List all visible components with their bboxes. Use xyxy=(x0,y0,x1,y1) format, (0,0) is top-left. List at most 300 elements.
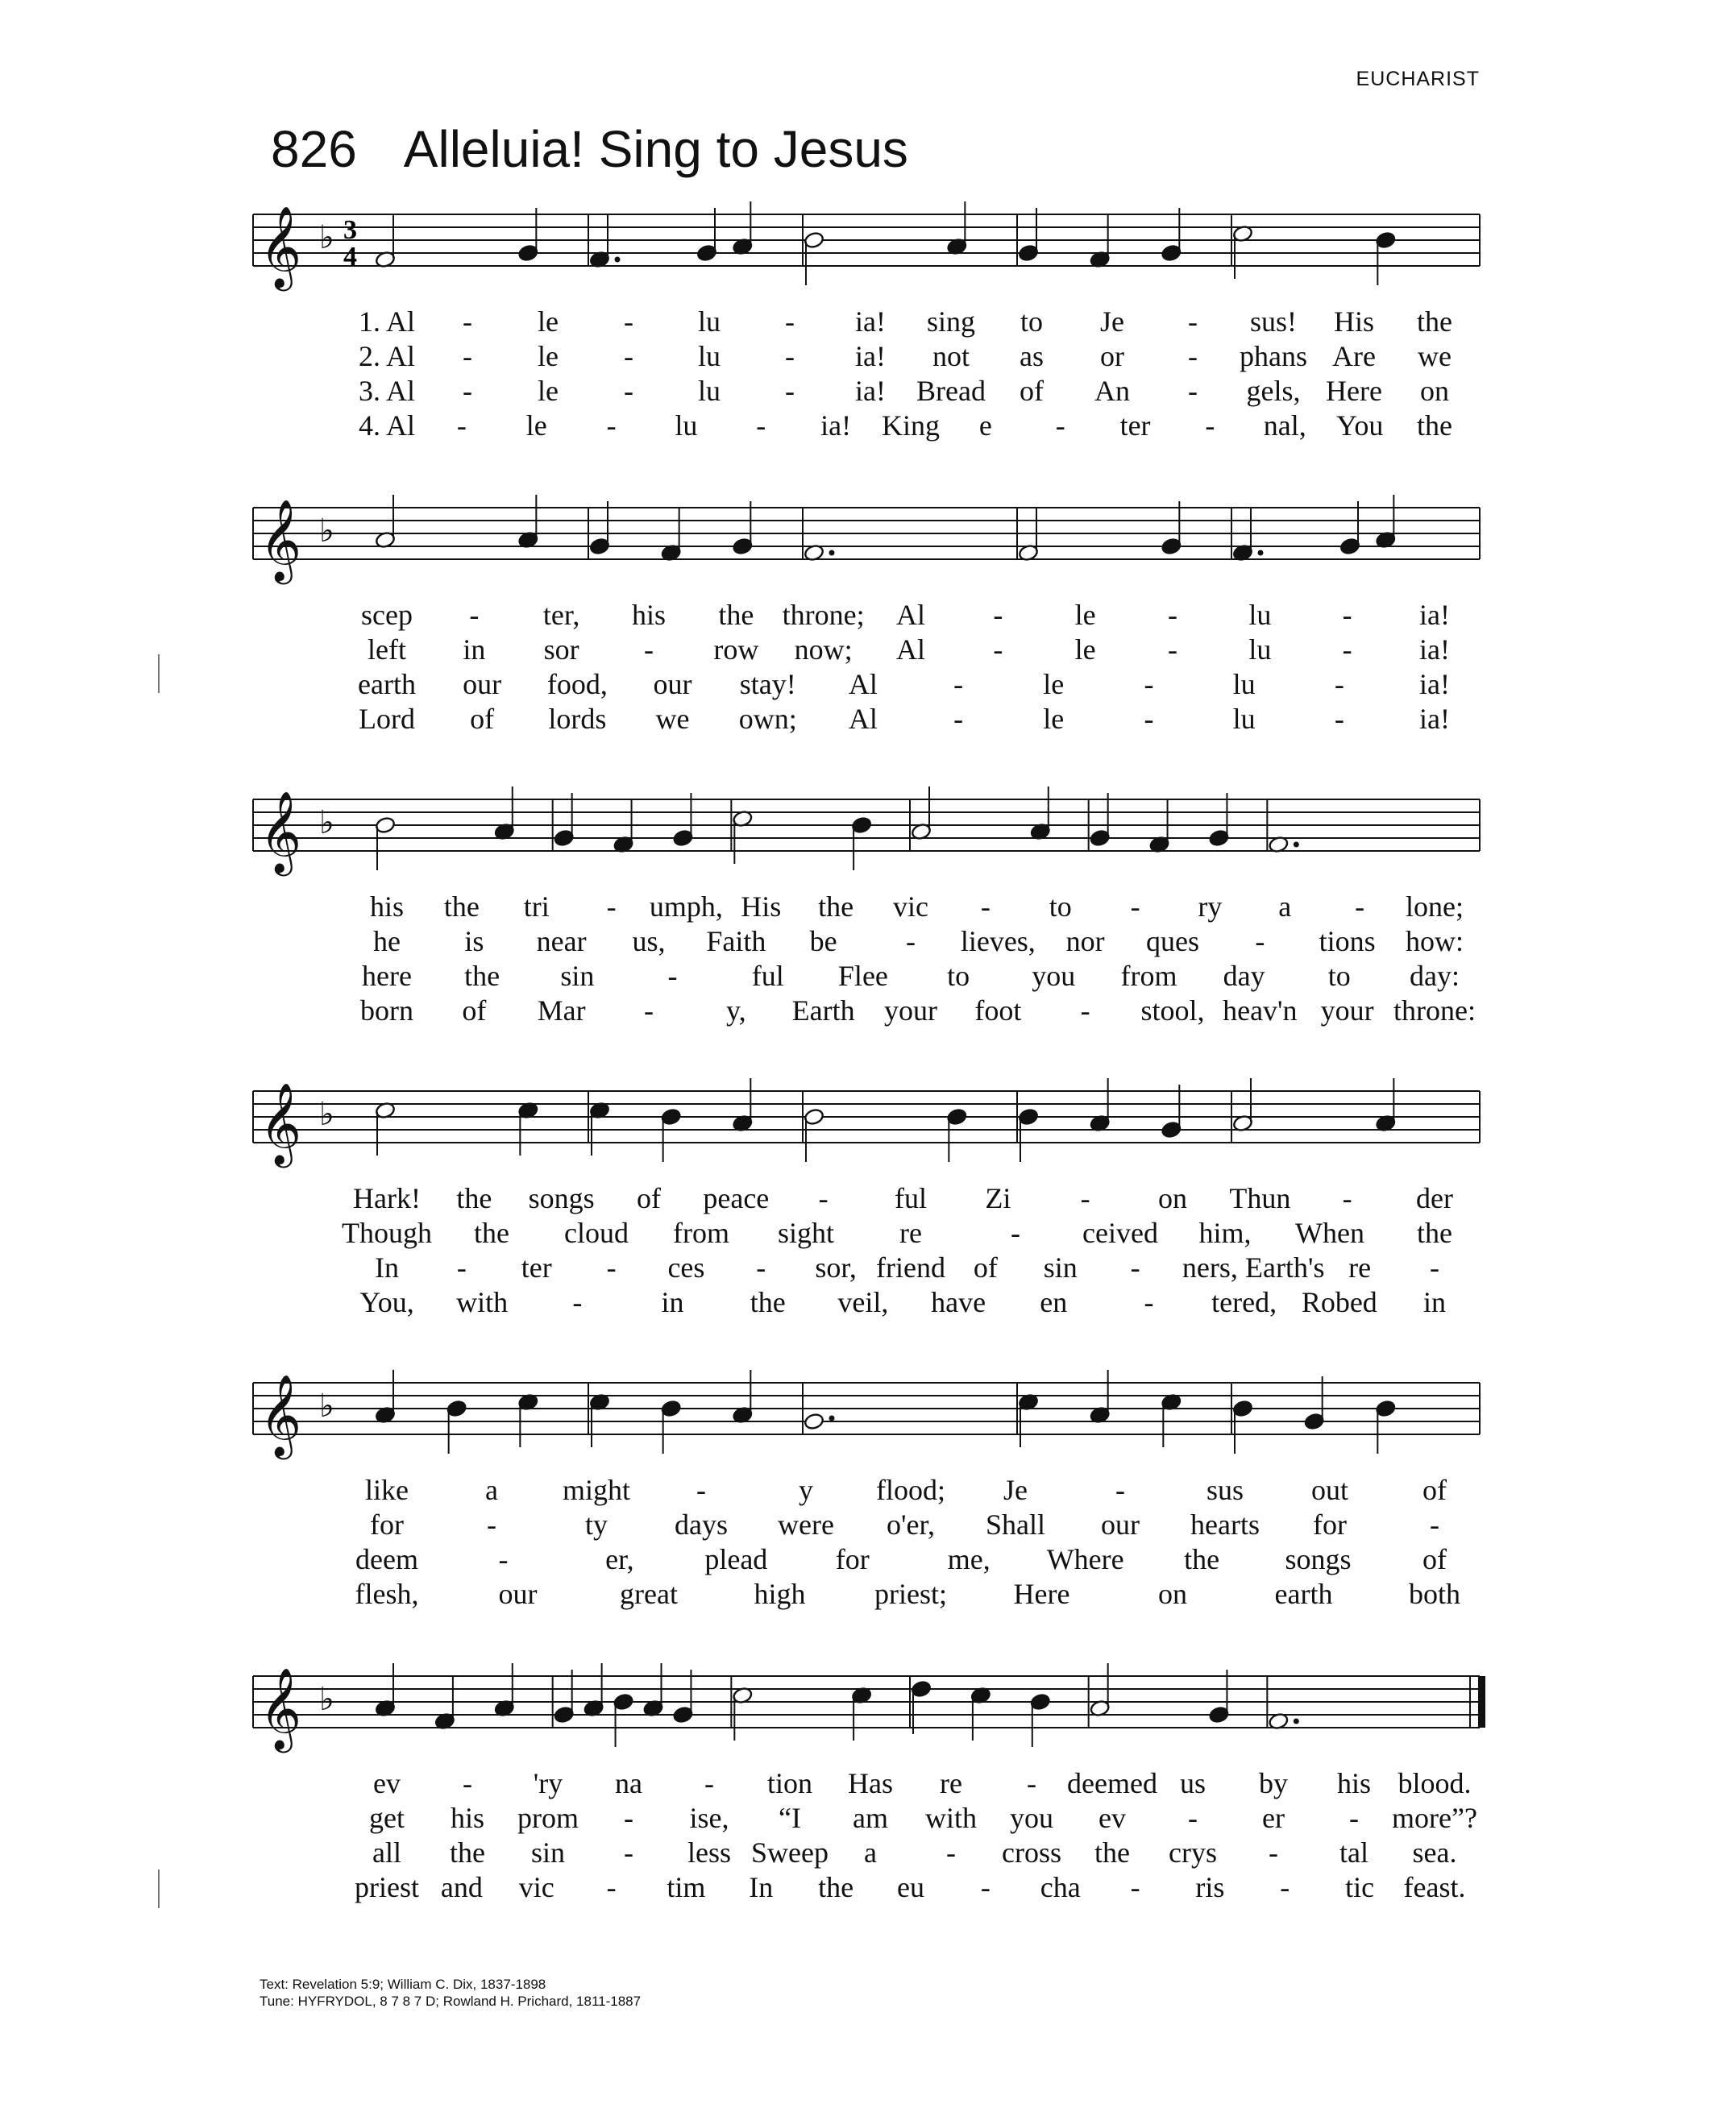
lyric-hyphen: - xyxy=(1334,703,1344,735)
lyric-syllable: us, xyxy=(632,925,666,957)
lyric-syllable: Hark! xyxy=(353,1182,421,1214)
lyric-hyphen: - xyxy=(624,1802,633,1834)
lyric-syllable: Al xyxy=(848,703,878,735)
lyric-syllable: Je xyxy=(1100,305,1124,338)
lyric-syllable: on xyxy=(1158,1578,1187,1610)
lyric-syllable: ev xyxy=(373,1767,401,1799)
lyric-syllable: sor, xyxy=(815,1251,857,1284)
lyric-syllable: le xyxy=(1074,599,1096,631)
treble-clef-icon: 𝄞 xyxy=(260,790,302,873)
lyric-syllable: le xyxy=(1043,668,1065,700)
lyric-syllable: me, xyxy=(947,1543,991,1575)
lyric-hyphen: - xyxy=(463,340,472,372)
lyric-hyphen: - xyxy=(704,1767,714,1799)
lyric-syllable: Sweep xyxy=(751,1836,829,1869)
lyric-hyphen: - xyxy=(785,305,795,338)
lyric-syllable: ners, xyxy=(1182,1251,1238,1284)
lyric-syllable: his xyxy=(450,1802,485,1834)
lyrics-block xyxy=(0,1181,1736,1320)
lyric-syllable: as xyxy=(1020,340,1044,372)
lyric-syllable: less xyxy=(687,1836,731,1869)
verse-line xyxy=(0,1766,1736,1801)
lyric-syllable: sin xyxy=(530,1836,566,1869)
lyric-syllable: food, xyxy=(546,668,608,700)
lyric-syllable: tim xyxy=(667,1871,706,1903)
lyric-syllable: “I xyxy=(779,1802,801,1834)
lyric-syllable: lone; xyxy=(1406,890,1464,923)
lyric-syllable: ter, xyxy=(542,599,580,631)
verse-line xyxy=(0,924,1736,959)
lyric-syllable: sus! xyxy=(1249,305,1298,338)
lyric-syllable: our xyxy=(1101,1508,1140,1541)
lyric-syllable: 'ry xyxy=(533,1767,563,1799)
lyric-syllable: your xyxy=(1320,994,1374,1027)
lyric-syllable: you xyxy=(1010,1802,1053,1834)
lyric-syllable: sight xyxy=(777,1217,835,1249)
lyric-syllable: lu xyxy=(697,305,721,338)
lyric-syllable: ia! xyxy=(855,375,886,407)
lyric-syllable: the xyxy=(1417,305,1452,338)
verse-line xyxy=(0,1285,1736,1320)
lyric-syllable: er xyxy=(1262,1802,1285,1834)
lyric-syllable: tri xyxy=(523,890,550,923)
lyric-syllable: nal, xyxy=(1263,409,1306,442)
lyric-hyphen: - xyxy=(946,1836,956,1869)
lyric-syllable: ques xyxy=(1146,925,1199,957)
lyric-syllable: for xyxy=(1313,1508,1347,1541)
lyric-hyphen: - xyxy=(1188,340,1198,372)
flat-key-signature-icon: ♭ xyxy=(319,1388,334,1425)
lyric-syllable: ry xyxy=(1198,890,1223,923)
lyric-syllable: Here xyxy=(1013,1578,1070,1610)
lyric-hyphen: - xyxy=(1080,994,1090,1027)
flat-key-signature-icon: ♭ xyxy=(319,219,334,256)
text-credit: Text: Revelation 5:9; William C. Dix, 1837-1898 xyxy=(260,1977,546,1992)
lyric-hyphen: - xyxy=(1342,599,1352,631)
lyrics-block xyxy=(0,890,1736,1028)
lyric-syllable: be xyxy=(809,925,837,957)
lyric-syllable: earth xyxy=(358,668,416,700)
lyric-hyphen: - xyxy=(463,375,472,407)
lyric-syllable: high xyxy=(754,1578,806,1610)
treble-clef-icon: 𝄞 xyxy=(260,1081,302,1164)
final-barline xyxy=(1478,1676,1485,1728)
lyric-syllable: the xyxy=(456,1182,492,1214)
lyric-hyphen: - xyxy=(756,1251,766,1284)
lyric-syllable: King xyxy=(882,409,940,442)
lyric-syllable: lu xyxy=(1248,599,1272,631)
lyric-hyphen: - xyxy=(1144,668,1154,700)
hymn-title-text: Alleluia! Sing to Jesus xyxy=(403,120,908,178)
lyric-syllable: ful xyxy=(751,960,784,992)
lyric-syllable: cha xyxy=(1040,1871,1081,1903)
flat-key-signature-icon: ♭ xyxy=(319,1681,334,1718)
lyric-syllable: him, xyxy=(1198,1217,1252,1249)
hymn-title xyxy=(271,119,908,179)
lyric-syllable: with xyxy=(924,1802,978,1834)
lyric-hyphen: - xyxy=(1349,1802,1359,1834)
lyric-syllable: sing xyxy=(926,305,976,338)
verse-line xyxy=(0,1473,1736,1508)
lyric-hyphen: - xyxy=(1188,1802,1198,1834)
lyric-syllable: en xyxy=(1040,1286,1068,1318)
lyric-syllable: ces xyxy=(667,1251,705,1284)
lyric-syllable: crys xyxy=(1169,1836,1217,1869)
lyric-syllable: the xyxy=(750,1286,786,1318)
lyric-hyphen: - xyxy=(463,1767,472,1799)
lyrics-block xyxy=(0,598,1736,737)
lyric-syllable: Je xyxy=(1003,1474,1028,1506)
lyric-syllable: scep xyxy=(361,599,413,631)
lyric-syllable: our xyxy=(653,668,692,700)
lyric-syllable: Al xyxy=(896,633,925,666)
lyric-syllable: veil, xyxy=(837,1286,889,1318)
lyric-syllable: lu xyxy=(1232,703,1256,735)
treble-clef-icon: 𝄞 xyxy=(260,498,302,581)
lyric-syllable: ia! xyxy=(1419,703,1450,735)
lyric-syllable: now; xyxy=(794,633,853,666)
lyric-syllable: 4. Al xyxy=(358,409,416,442)
lyric-syllable: peace xyxy=(703,1182,770,1214)
lyric-syllable: Flee xyxy=(837,960,888,992)
lyric-syllable: the xyxy=(474,1217,509,1249)
lyric-syllable: row xyxy=(713,633,759,666)
lyric-syllable: le xyxy=(1074,633,1096,666)
lyric-hyphen: - xyxy=(487,1508,496,1541)
lyric-hyphen: - xyxy=(644,994,654,1027)
lyric-hyphen: - xyxy=(1269,1836,1278,1869)
lyric-hyphen: - xyxy=(624,1836,633,1869)
section-label: EUCHARIST xyxy=(1356,68,1480,90)
lyric-syllable: throne: xyxy=(1393,994,1476,1027)
lyric-hyphen: - xyxy=(1355,890,1365,923)
lyric-syllable: day: xyxy=(1410,960,1460,992)
lyric-syllable: der xyxy=(1416,1182,1453,1214)
lyric-syllable: you xyxy=(1032,960,1076,992)
verse-line xyxy=(0,1836,1736,1870)
lyric-hyphen: - xyxy=(756,409,766,442)
lyric-syllable: lieves, xyxy=(960,925,1036,957)
lyric-syllable: your xyxy=(884,994,937,1027)
lyric-syllable: You, xyxy=(359,1286,414,1318)
lyric-syllable: le xyxy=(538,375,559,407)
lyric-hyphen: - xyxy=(1144,1286,1154,1318)
lyric-syllable: songs xyxy=(1285,1543,1352,1575)
lyric-syllable: here xyxy=(362,960,412,992)
lyric-syllable: ris xyxy=(1195,1871,1225,1903)
lyric-syllable: near xyxy=(536,925,587,957)
lyric-syllable: the xyxy=(443,890,480,923)
augmentation-dot xyxy=(829,1416,835,1421)
lyric-hyphen: - xyxy=(1115,1474,1125,1506)
lyric-syllable: on xyxy=(1158,1182,1187,1214)
lyric-syllable: heav'n xyxy=(1223,994,1298,1027)
lyric-hyphen: - xyxy=(696,1474,706,1506)
lyric-syllable: our xyxy=(498,1578,538,1610)
lyric-syllable: Faith xyxy=(706,925,766,957)
lyric-syllable: When xyxy=(1295,1217,1364,1249)
lyric-syllable: to xyxy=(1020,305,1044,338)
lyric-hyphen: - xyxy=(1188,375,1198,407)
lyric-syllable: priest; xyxy=(874,1578,947,1610)
lyric-syllable: sor xyxy=(543,633,579,666)
treble-clef-icon: 𝄞 xyxy=(260,205,302,288)
lyric-syllable: in xyxy=(463,633,486,666)
lyric-hyphen: - xyxy=(644,633,654,666)
staff-system xyxy=(0,467,1736,596)
lyrics-block xyxy=(0,1473,1736,1612)
flat-key-signature-icon: ♭ xyxy=(319,512,334,550)
verse-line xyxy=(0,409,1736,443)
lyric-syllable: ful xyxy=(895,1182,927,1214)
staff-system xyxy=(0,1636,1736,1765)
lyric-hyphen: - xyxy=(993,599,1003,631)
lyrics-block xyxy=(0,305,1736,443)
verse-line xyxy=(0,1542,1736,1577)
verse-line xyxy=(0,305,1736,339)
lyric-syllable: Bread xyxy=(916,375,986,407)
lyric-hyphen: - xyxy=(456,409,467,442)
lyric-syllable: more”? xyxy=(1392,1802,1477,1834)
verse-line xyxy=(0,702,1736,737)
lyric-hyphen: - xyxy=(463,305,472,338)
lyric-syllable: own; xyxy=(738,703,797,735)
lyric-hyphen: - xyxy=(1130,890,1140,923)
lyric-syllable: all xyxy=(372,1836,401,1869)
lyric-syllable: ia! xyxy=(1419,599,1450,631)
lyric-syllable: Robed xyxy=(1301,1286,1377,1318)
lyric-syllable: lu xyxy=(697,340,721,372)
lyric-syllable: the xyxy=(818,890,854,923)
lyric-hyphen: - xyxy=(818,1182,829,1214)
lyric-syllable: deem xyxy=(355,1543,418,1575)
lyric-syllable: re xyxy=(1348,1251,1372,1284)
lyric-hyphen: - xyxy=(469,599,480,631)
lyric-syllable: the xyxy=(1094,1836,1130,1869)
lyric-hyphen: - xyxy=(498,1543,509,1575)
lyric-syllable: to xyxy=(947,960,970,992)
lyric-syllable: by xyxy=(1259,1767,1288,1799)
lyric-syllable: foot xyxy=(974,994,1022,1027)
lyric-syllable: cloud xyxy=(564,1217,629,1249)
lyric-syllable: Zi xyxy=(985,1182,1011,1214)
verse-line xyxy=(0,1216,1736,1251)
lyric-syllable: 3. Al xyxy=(358,375,416,407)
lyric-syllable: flesh, xyxy=(355,1578,419,1610)
lyric-syllable: re xyxy=(899,1217,922,1249)
lyric-syllable: is xyxy=(464,925,484,957)
lyric-syllable: both xyxy=(1408,1578,1461,1610)
lyric-syllable: am xyxy=(853,1802,888,1834)
lyric-hyphen: - xyxy=(980,890,991,923)
lyric-syllable: a xyxy=(864,1836,877,1869)
lyric-syllable: the xyxy=(464,960,500,992)
lyric-syllable: tal xyxy=(1339,1836,1368,1869)
lyric-syllable: deemed xyxy=(1067,1767,1157,1799)
lyric-hyphen: - xyxy=(606,890,617,923)
lyric-syllable: ia! xyxy=(1419,668,1450,700)
lyric-syllable: of xyxy=(462,994,487,1027)
lyric-syllable: on xyxy=(1420,375,1449,407)
lyric-hyphen: - xyxy=(1168,599,1177,631)
lyric-syllable: le xyxy=(538,305,559,338)
lyric-syllable: for xyxy=(835,1543,870,1575)
treble-clef-icon: 𝄞 xyxy=(260,1373,302,1456)
lyric-syllable: Lord xyxy=(359,703,415,735)
lyric-hyphen: - xyxy=(1130,1871,1140,1903)
treble-clef-icon: 𝄞 xyxy=(260,1666,302,1749)
lyric-syllable: Here xyxy=(1326,375,1382,407)
verse-line xyxy=(0,1181,1736,1216)
lyric-syllable: le xyxy=(538,340,559,372)
lyric-syllable: we xyxy=(1418,340,1452,372)
lyric-hyphen: - xyxy=(906,925,916,957)
lyric-hyphen: - xyxy=(1334,668,1344,700)
staff-system xyxy=(0,174,1736,303)
lyric-syllable: prom xyxy=(517,1802,579,1834)
staff-system xyxy=(0,1342,1736,1471)
lyric-hyphen: - xyxy=(624,305,633,338)
lyric-syllable: cross xyxy=(1002,1836,1061,1869)
lyric-syllable: priest xyxy=(355,1871,419,1903)
lyric-hyphen: - xyxy=(1205,409,1215,442)
lyric-syllable: re xyxy=(940,1767,962,1799)
lyric-syllable: ia! xyxy=(820,409,852,442)
lyric-syllable: 1. Al xyxy=(358,305,416,338)
lyric-hyphen: - xyxy=(1255,925,1265,957)
flat-key-signature-icon: ♭ xyxy=(319,804,334,841)
lyric-syllable: from xyxy=(1120,960,1177,992)
augmentation-dot xyxy=(1294,842,1299,848)
lyric-syllable: a xyxy=(1278,890,1292,923)
lyric-syllable: 2. Al xyxy=(358,340,416,372)
lyric-hyphen: - xyxy=(993,633,1003,666)
lyric-syllable: not xyxy=(932,340,970,372)
staff-system xyxy=(0,1051,1736,1180)
verse-line xyxy=(0,374,1736,409)
lyric-syllable: Al xyxy=(896,599,925,631)
lyric-syllable: e xyxy=(978,409,992,442)
lyric-syllable: of xyxy=(1422,1474,1447,1506)
lyric-hyphen: - xyxy=(606,1871,617,1903)
lyric-syllable: ev xyxy=(1098,1802,1126,1834)
lyric-syllable: sin xyxy=(560,960,595,992)
lyric-syllable: have xyxy=(931,1286,986,1318)
lyric-syllable: stool, xyxy=(1140,994,1205,1027)
verse-line xyxy=(0,959,1736,994)
lyric-hyphen: - xyxy=(1430,1508,1439,1541)
lyric-hyphen: - xyxy=(1168,633,1177,666)
lyric-hyphen: - xyxy=(1055,409,1065,442)
lyric-syllable: or xyxy=(1100,340,1124,372)
verse-line xyxy=(0,339,1736,374)
lyric-syllable: tered, xyxy=(1211,1286,1277,1318)
lyric-syllable: le xyxy=(1043,703,1065,735)
lyric-syllable: lu xyxy=(697,375,721,407)
lyric-syllable: ter xyxy=(1119,409,1151,442)
lyric-syllable: Earth xyxy=(791,994,855,1027)
lyric-syllable: his xyxy=(369,890,405,923)
time-signature-top: 3 xyxy=(343,215,357,245)
lyric-syllable: us xyxy=(1179,1767,1206,1799)
lyric-syllable: flood; xyxy=(876,1474,945,1506)
lyric-syllable: y, xyxy=(725,994,746,1027)
lyric-syllable: tions xyxy=(1319,925,1376,957)
lyric-syllable: nor xyxy=(1065,925,1105,957)
lyric-syllable: his xyxy=(1336,1767,1372,1799)
lyric-syllable: phans xyxy=(1240,340,1307,372)
lyric-syllable: An xyxy=(1094,375,1130,407)
lyric-syllable: Shall xyxy=(985,1508,1046,1541)
lyric-syllable: Earth's xyxy=(1245,1251,1325,1284)
verse-line xyxy=(0,1801,1736,1836)
tune-credit: Tune: HYFRYDOL, 8 7 8 7 D; Rowland H. Prichard, 1811-1887 xyxy=(260,1994,642,2009)
lyric-hyphen: - xyxy=(1027,1767,1036,1799)
augmentation-dot xyxy=(1294,1719,1299,1724)
lyric-syllable: hearts xyxy=(1190,1508,1260,1541)
lyric-syllable: tion xyxy=(766,1767,813,1799)
lyric-hyphen: - xyxy=(980,1871,991,1903)
lyric-syllable: stay! xyxy=(739,668,796,700)
lyric-syllable: sea. xyxy=(1412,1836,1457,1869)
lyric-syllable: umph, xyxy=(649,890,723,923)
lyric-syllable: gels, xyxy=(1246,375,1301,407)
lyric-syllable: from xyxy=(673,1217,729,1249)
lyric-syllable: with xyxy=(456,1286,509,1318)
lyric-hyphen: - xyxy=(953,703,964,735)
lyric-hyphen: - xyxy=(1011,1217,1020,1249)
lyric-syllable: in xyxy=(661,1286,684,1318)
lyric-syllable: of xyxy=(973,1251,998,1284)
lyric-syllable: sus xyxy=(1206,1474,1244,1506)
lyric-syllable: Has xyxy=(848,1767,893,1799)
lyrics-block xyxy=(0,1766,1736,1905)
lyric-hyphen: - xyxy=(1080,1182,1090,1214)
verse-line xyxy=(0,633,1736,667)
lyric-syllable: ia! xyxy=(855,305,886,338)
lyric-syllable: ter xyxy=(521,1251,552,1284)
lyric-hyphen: - xyxy=(785,340,795,372)
verse-line xyxy=(0,1870,1736,1905)
lyric-hyphen: - xyxy=(1430,1251,1439,1284)
lyric-hyphen: - xyxy=(1188,305,1198,338)
lyric-syllable: a xyxy=(485,1474,498,1506)
lyric-hyphen: - xyxy=(1144,703,1154,735)
lyric-syllable: lu xyxy=(1248,633,1272,666)
lyric-syllable: his xyxy=(631,599,667,631)
lyric-syllable: to xyxy=(1327,960,1351,992)
lyric-syllable: born xyxy=(360,994,413,1027)
lyric-syllable: earth xyxy=(1274,1578,1333,1610)
verse-line xyxy=(0,667,1736,702)
lyric-syllable: how: xyxy=(1406,925,1464,957)
verse-line xyxy=(0,598,1736,633)
flat-key-signature-icon: ♭ xyxy=(319,1096,334,1133)
lyric-syllable: You xyxy=(1335,409,1384,442)
lyric-syllable: the xyxy=(450,1836,485,1869)
lyric-syllable: y xyxy=(799,1474,813,1506)
lyric-syllable: the xyxy=(1417,409,1452,442)
lyric-hyphen: - xyxy=(456,1251,467,1284)
lyric-hyphen: - xyxy=(624,340,633,372)
verse-line xyxy=(0,1508,1736,1542)
lyric-hyphen: - xyxy=(785,375,795,407)
lyric-syllable: ceived xyxy=(1082,1217,1158,1249)
lyric-syllable: and xyxy=(440,1871,483,1903)
lyric-hyphen: - xyxy=(624,375,633,407)
lyric-syllable: le xyxy=(525,409,547,442)
lyric-syllable: vic xyxy=(893,890,928,923)
